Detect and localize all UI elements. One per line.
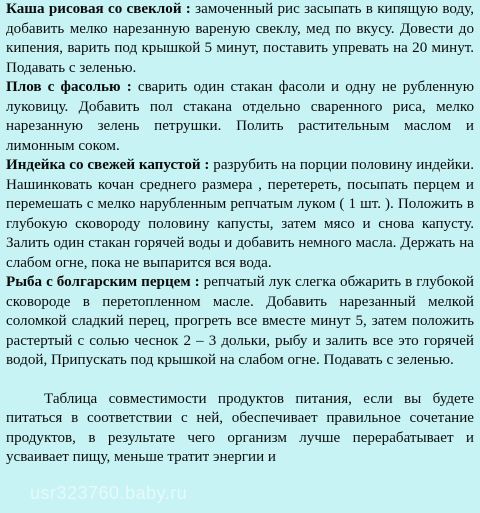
recipe-indeyka — [6, 156, 474, 273]
recipe-title: Плов с фасолью : — [6, 79, 132, 95]
recipe-body: сварить один стакан фасоли и одну не рубленную луковицу. Добавить пол стакана отдельно сваренного риса, мелко нарезанную зелень петрушки. Полить растительным маслом и лимонным соком. — [6, 79, 474, 154]
recipe-kasha — [6, 0, 474, 78]
recipe-body: разрубить на порции половину индейки. Нашинковать кочан среднего размера , перетереть, посыпать перцем и перемешать с мелко нарубленным репчатым луком ( 1 шт. ). Положить в глубокую сковороду половину капусты, затем мясо и снова капусту. Залить один стакан горячей воды и добавить немного масла. Держать на слабом огне, пока не выпарится вся вода. — [6, 157, 474, 271]
recipe-plov — [6, 78, 474, 156]
recipe-ryba — [6, 273, 474, 371]
recipe-title: Рыба с болгарским перцем : — [6, 274, 200, 290]
watermark-text: usr323760.baby.ru — [30, 483, 188, 503]
compatibility-intro: Таблица совместимости продуктов питания, если вы будете питаться в соответствии с ней, обеспечивает правильное сочетание продуктов, в результате чего организм лучше перерабатывает и усваивает пищу, меньше тратит энергии и — [6, 390, 474, 465]
recipe-title: Каша рисовая со свеклой : — [6, 1, 191, 17]
recipe-body: репчатый лук слегка обжарить в глубокой сковороде в перетопленном масле. Добавить нарезанный мелкой соломкой сладкий перец, прогреть все вместе минут 5, затем положить растертый с солью чеснок 2 – 3 дольки, рыбу и залить все это горячей водой, Припускать под крышкой на слабом огне. Подавать с зеленью. — [6, 274, 474, 368]
recipe-body: замоченный рис засыпать в кипящую воду, добавить мелко нарезанную вареную свеклу, мед по вкусу. Довести до кипения, варить под крышкой 5 минут, поставить упревать на 20 минут. Подавать с зеленью. — [6, 1, 474, 76]
recipe-title: Индейка со свежей капустой : — [6, 157, 210, 173]
